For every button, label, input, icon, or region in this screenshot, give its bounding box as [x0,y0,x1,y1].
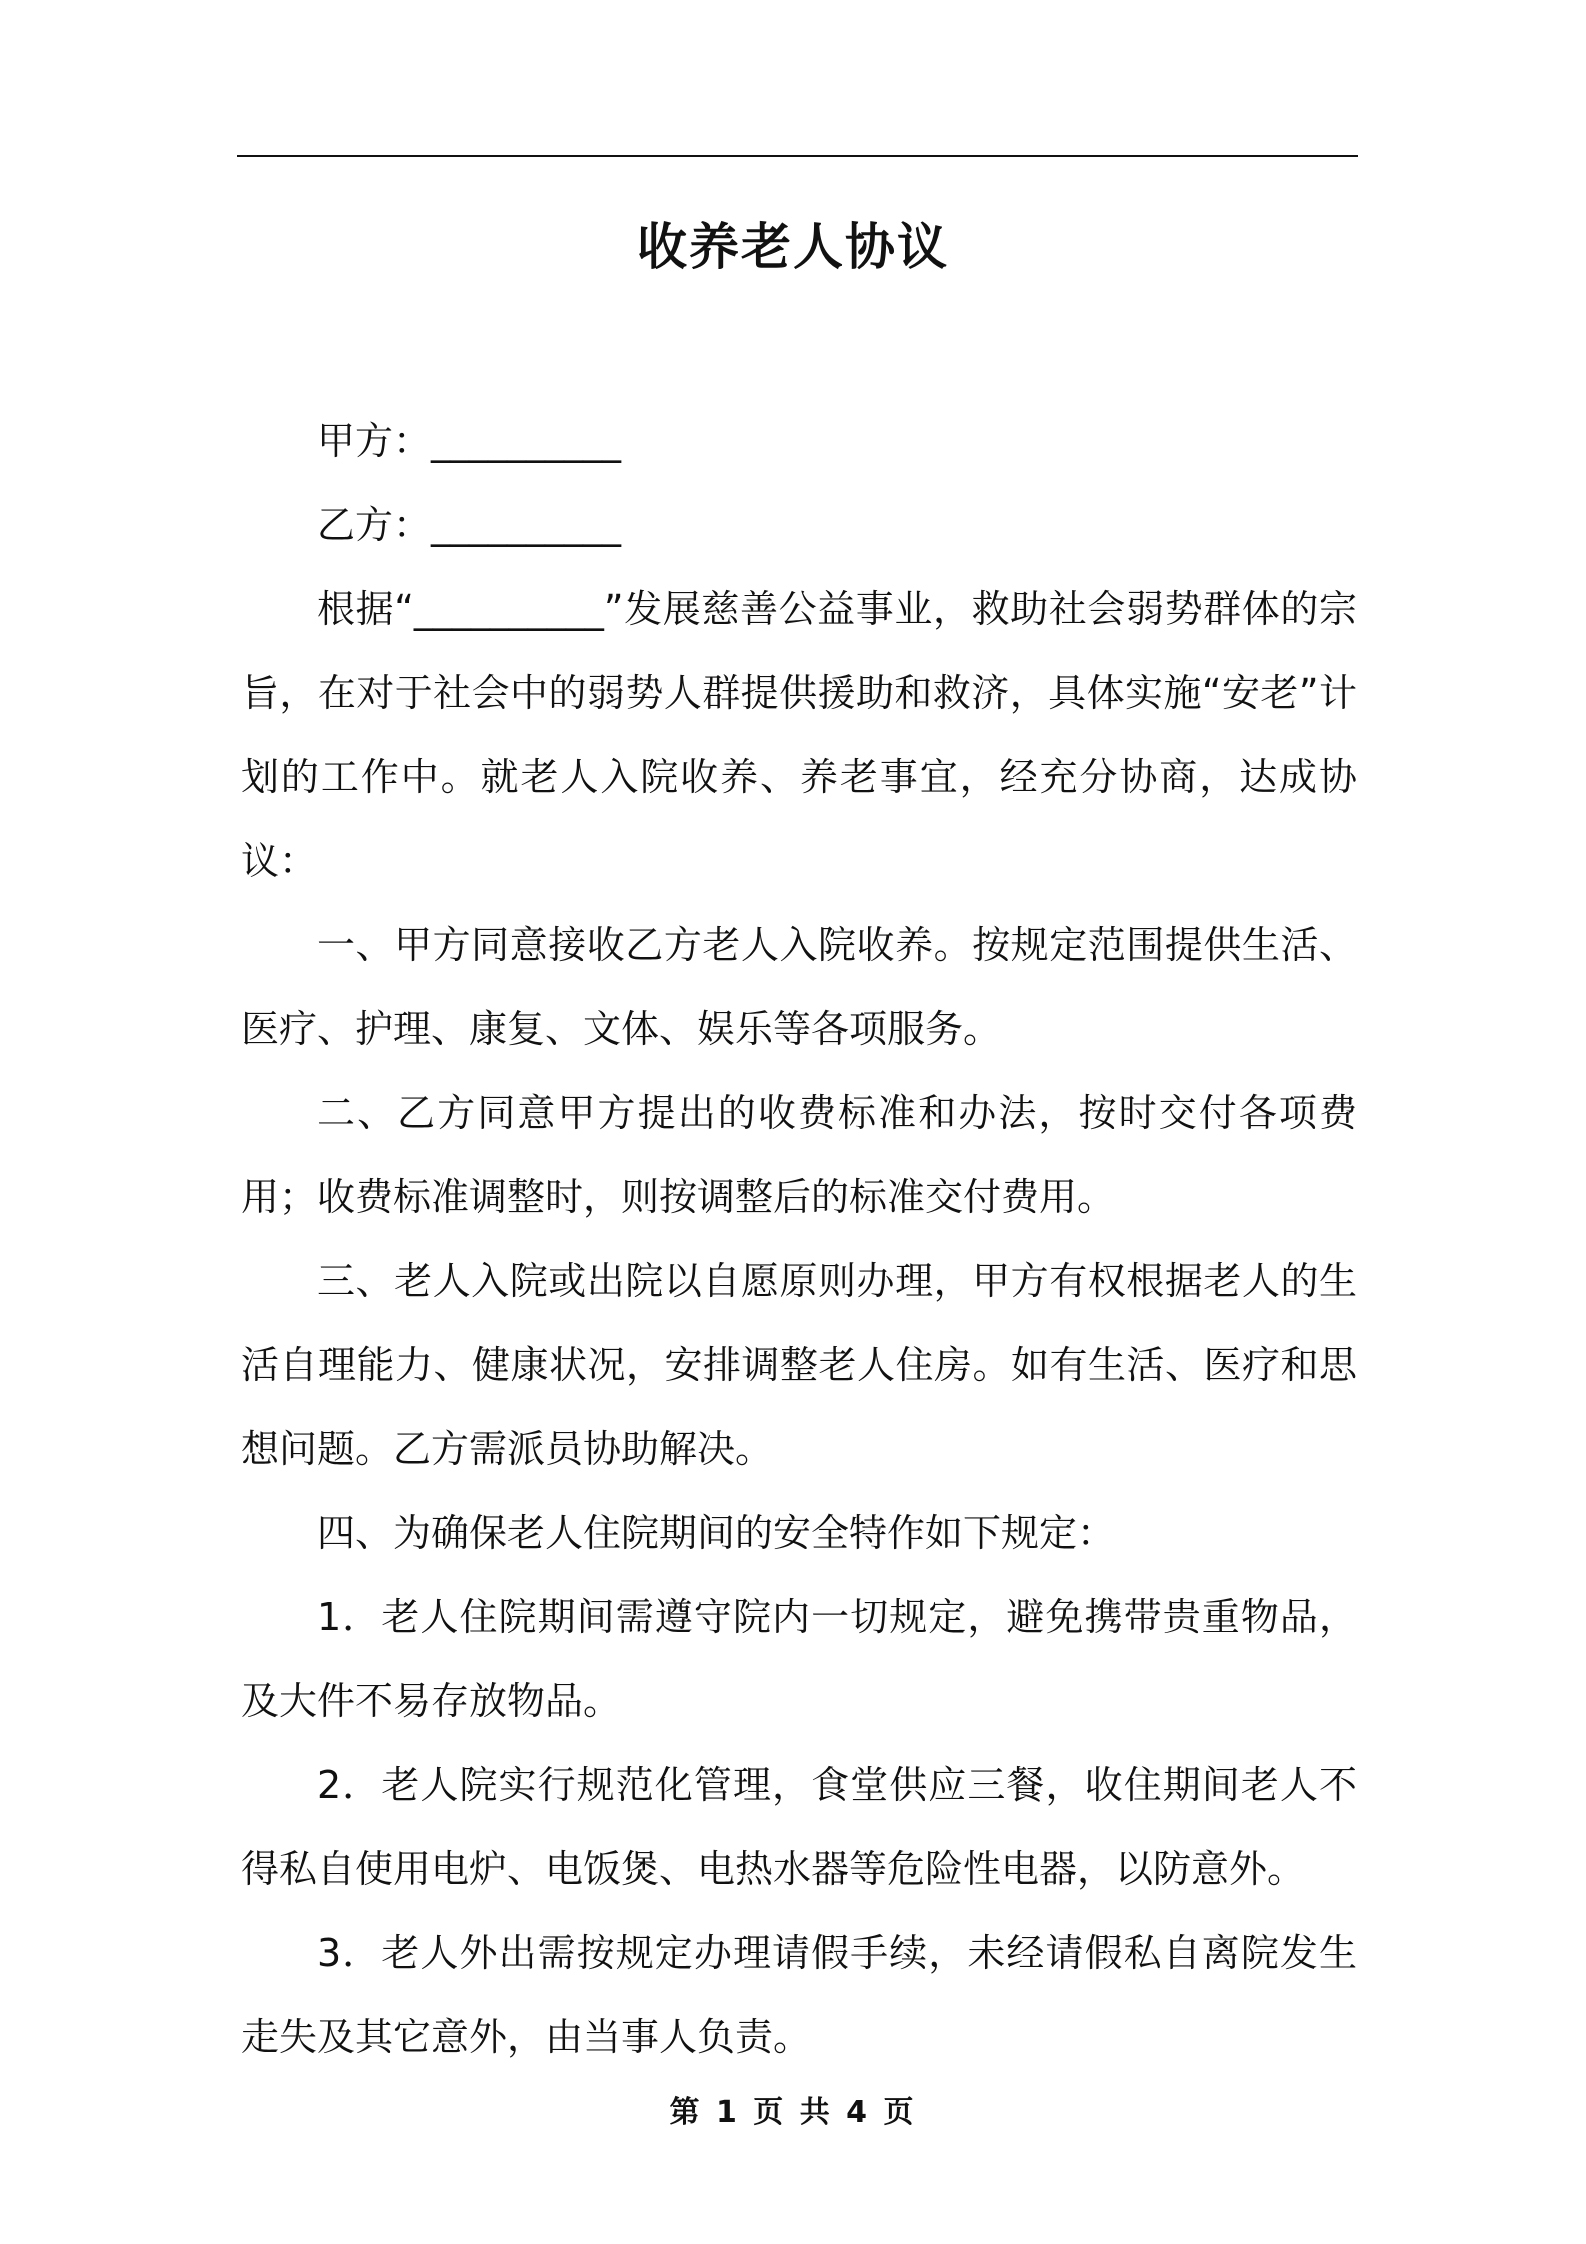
safety-rule-3: 3．老人外出需按规定办理请假手续，未经请假私自离院发生走失及其它意外，由当事人负责。 [241,1931,1357,2059]
clause-2-paragraph: 二、乙方同意甲方提出的收费标准和办法，按时交付各项费用；收费标准调整时，则按调整后的标准交付费用。 [241,1091,1357,1219]
clause-3-paragraph: 三、老人入院或出院以自愿原则办理，甲方有权根据老人的生活自理能力、健康状况，安排调整老人住房。如有生活、医疗和思想问题。乙方需派员协助解决。 [241,1259,1357,1471]
safety-rule-2: 2．老人院实行规范化管理，食堂供应三餐，收住期间老人不得私自使用电炉、电饭煲、电热水器等危险性电器，以防意外。 [241,1763,1357,1891]
header-rule [237,155,1358,157]
party-b-line: 乙方：__________ [317,503,622,547]
party-a-line: 甲方：__________ [317,419,622,463]
page-number-footer: 第 1 页 共 4 页 [669,2095,917,2130]
clause-1-paragraph: 一、甲方同意接收乙方老人入院收养。按规定范围提供生活、医疗、护理、康复、文体、娱乐等各项服务。 [241,923,1357,1051]
safety-rule-1: 1．老人住院期间需遵守院内一切规定，避免携带贵重物品，及大件不易存放物品。 [241,1595,1357,1723]
preamble-paragraph: 根据“__________”发展慈善公益事业，救助社会弱势群体的宗旨，在对于社会中的弱势人群提供援助和救济，具体实施“安老”计划的工作中。就老人入院收养、养老事宜，经充分协商，达成协议： [241,587,1357,883]
document-title: 收养老人协议 [637,218,949,276]
document-body [241,399,1357,2079]
clause-4-heading: 四、为确保老人住院期间的安全特作如下规定： [317,1511,1116,1555]
